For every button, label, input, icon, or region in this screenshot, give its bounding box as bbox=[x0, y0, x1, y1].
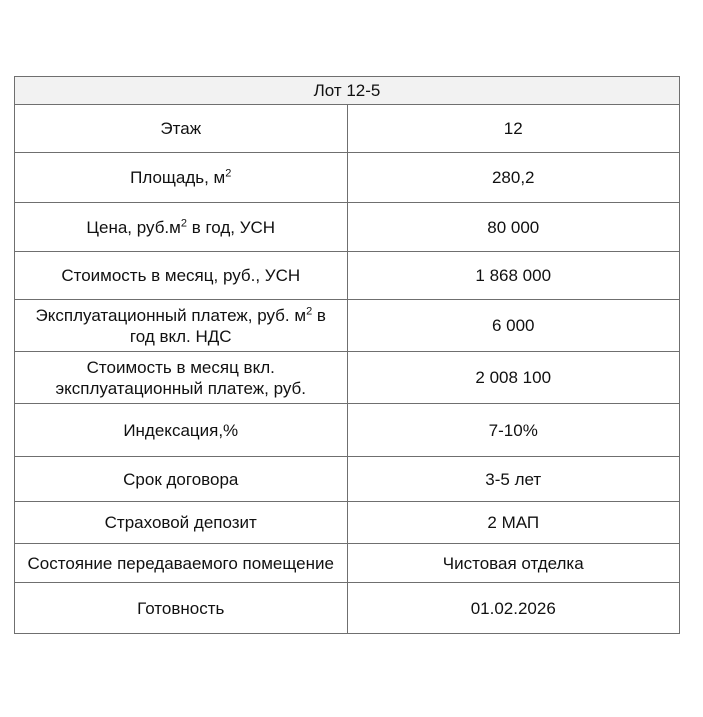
row-value-monthly-total: 2 008 100 bbox=[347, 352, 680, 404]
lot-title: Лот 12-5 bbox=[15, 77, 680, 105]
row-label-monthly-cost: Стоимость в месяц, руб., УСН bbox=[15, 252, 348, 300]
lot-table bbox=[14, 76, 680, 634]
row-value-condition: Чистовая отделка bbox=[347, 544, 680, 583]
table-row bbox=[15, 252, 680, 300]
row-value-price: 80 000 bbox=[347, 203, 680, 252]
row-label-monthly-total: Стоимость в месяц вкл. эксплуатационный платеж, руб. bbox=[15, 352, 348, 404]
row-value-indexation: 7-10% bbox=[347, 404, 680, 457]
row-value-monthly-cost: 1 868 000 bbox=[347, 252, 680, 300]
table-row bbox=[15, 544, 680, 583]
row-label-service-fee: Эксплуатационный платеж, руб. $м^2$ в год вкл. НДС bbox=[15, 300, 348, 352]
row-value-readiness: 01.02.2026 bbox=[347, 583, 680, 634]
table-row bbox=[15, 583, 680, 634]
table-row bbox=[15, 404, 680, 457]
table-row bbox=[15, 502, 680, 544]
row-label-floor: Этаж bbox=[15, 105, 348, 153]
row-value-area: 280,2 bbox=[347, 153, 680, 203]
row-label-area: Площадь, $м^2$ bbox=[15, 153, 348, 203]
table-row bbox=[15, 105, 680, 153]
row-label-indexation: Индексация,% bbox=[15, 404, 348, 457]
table-row bbox=[15, 153, 680, 203]
row-label-contract-term: Срок договора bbox=[15, 457, 348, 502]
row-value-floor: 12 bbox=[347, 105, 680, 153]
table-row bbox=[15, 203, 680, 252]
row-value-deposit: 2 МАП bbox=[347, 502, 680, 544]
row-label-condition: Состояние передаваемого помещение bbox=[15, 544, 348, 583]
row-label-deposit: Страховой депозит bbox=[15, 502, 348, 544]
table-row bbox=[15, 300, 680, 352]
lot-table-container bbox=[14, 76, 680, 634]
row-label-readiness: Готовность bbox=[15, 583, 348, 634]
row-label-price: Цена, $руб.м^2$ в год, УСН bbox=[15, 203, 348, 252]
table-header-row bbox=[15, 77, 680, 105]
row-value-contract-term: 3-5 лет bbox=[347, 457, 680, 502]
table-row bbox=[15, 352, 680, 404]
table-row bbox=[15, 457, 680, 502]
row-value-service-fee: 6 000 bbox=[347, 300, 680, 352]
